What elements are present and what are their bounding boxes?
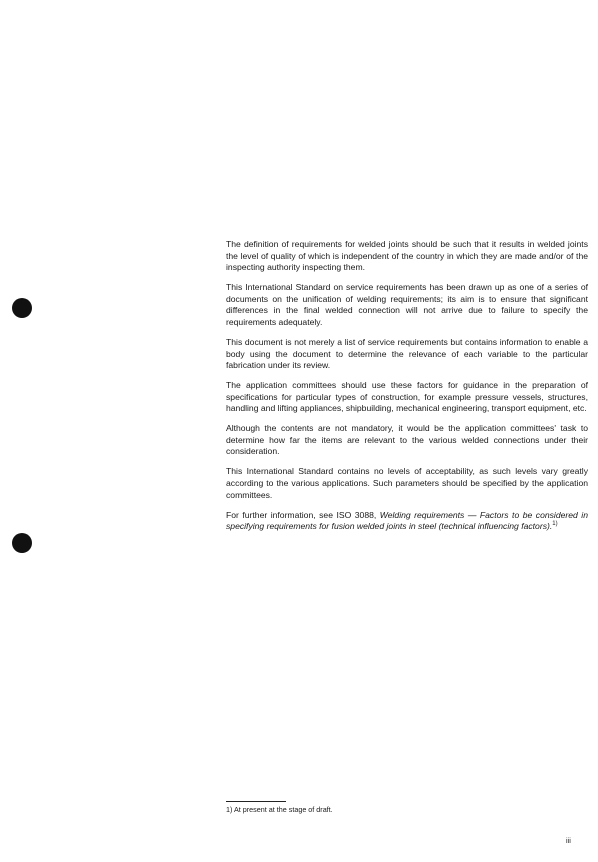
paragraph-2: This International Standard on service requirements has been drawn up as one of a series of documents on the unification of welding requirements; its aim is to ensure that significant differences in the final welded connection will not arrive due to failure to specify the requirements adequately. bbox=[226, 282, 588, 327]
paragraph-7-lead: For further information, see ISO 3088, bbox=[226, 509, 380, 520]
paragraph-3: This document is not merely a list of service requirements but contains information to enable a body using the document to determine the relevance of each variable to the particular fabrication under its review. bbox=[226, 336, 588, 371]
paragraph-4: The application committees should use these factors for guidance in the preparation of specifications for particular types of construction, for example pressure vessels, structures, handling and lifting appliances, shipbuilding, mechanical engineering, transport equipment, etc. bbox=[226, 380, 588, 414]
footnote-rule bbox=[226, 801, 286, 802]
footnote: 1) At present at the stage of draft. bbox=[226, 805, 333, 814]
paragraph-7 bbox=[226, 510, 588, 533]
footnote-ref: 1) bbox=[552, 521, 558, 528]
punch-hole-bottom bbox=[12, 533, 32, 553]
body-text bbox=[226, 239, 588, 541]
referenced-title: Welding requirements — Factors to be considered in specifying requirements for fusion welded joints in steel (technical influencing factors). bbox=[226, 509, 588, 532]
page-number: iii bbox=[566, 836, 571, 845]
paragraph-6: This International Standard contains no levels of acceptability, as such levels vary greatly according to the various applications. Such parameters should be specified by the application committees. bbox=[226, 466, 588, 500]
paragraph-5: Although the contents are not mandatory, it would be the application committees' task to determine how far the items are relevant to the various welded connections under their consideration. bbox=[226, 423, 588, 457]
paragraph-1: The definition of requirements for welded joints should be such that it results in welded joints the level of quality of which is independent of the country in which they are made and/or of the inspecting authority inspecting them. bbox=[226, 239, 588, 273]
punch-hole-top bbox=[12, 298, 32, 318]
